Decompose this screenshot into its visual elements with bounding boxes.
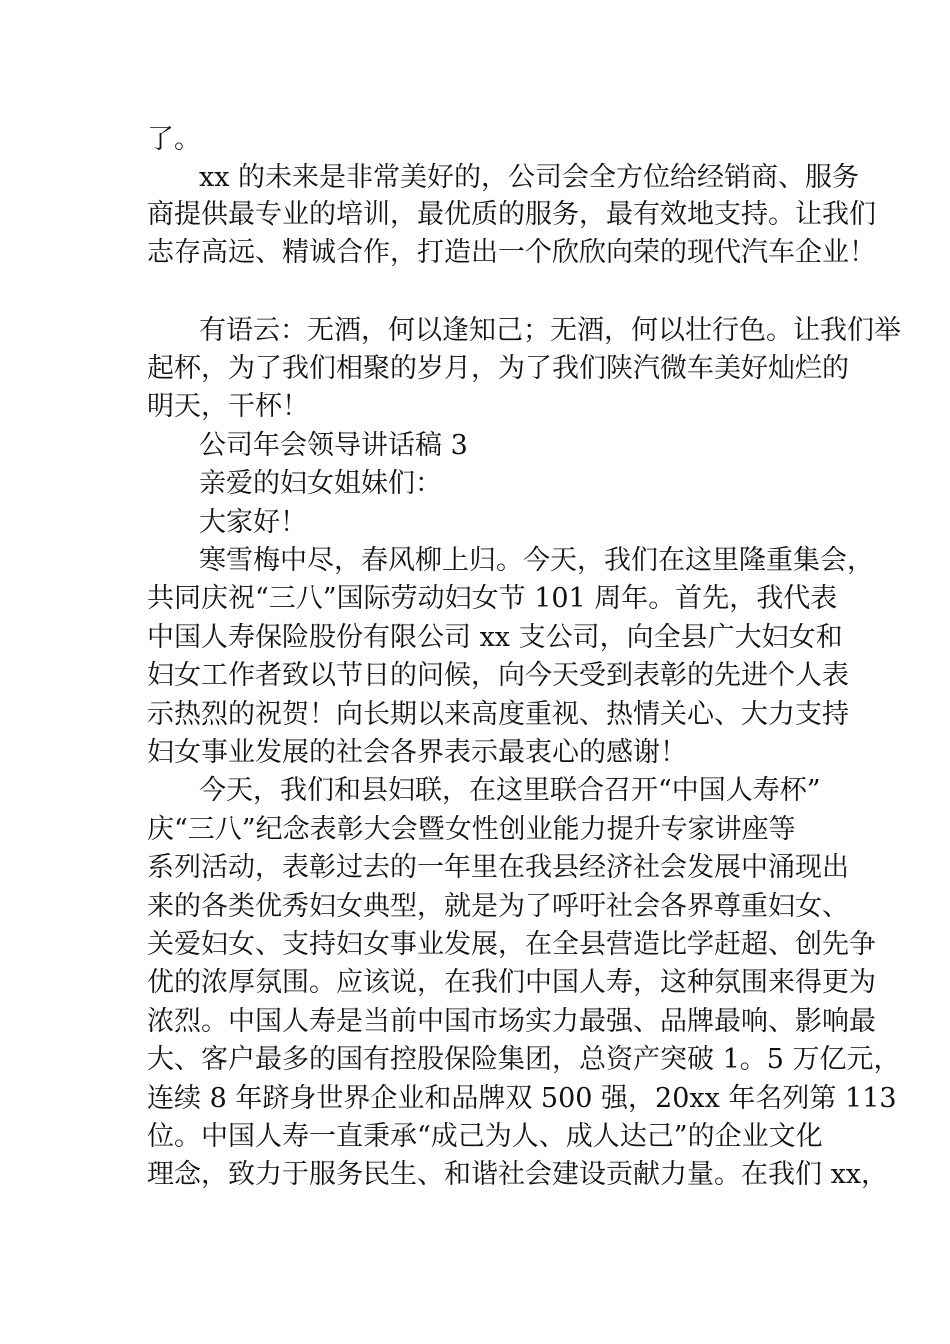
text-line: 志存高远、精诚合作，打造出一个欣欣向荣的现代汽车企业！ <box>147 237 876 268</box>
text-line: 示热烈的祝贺！向长期以来高度重视、热情关心、大力支持 <box>147 699 849 730</box>
text-line: 位。中国人寿一直秉承“成己为人、成人达己”的企业文化 <box>147 1121 823 1152</box>
text-line: 浓烈。中国人寿是当前中国市场实力最强、品牌最响、影响最 <box>147 1006 876 1037</box>
text-line: 有语云：无酒，何以逢知己；无酒，何以壮行色。让我们举 <box>199 315 901 346</box>
text-line: 寒雪梅中尽，春风柳上归。今天，我们在这里隆重集会， <box>199 545 874 576</box>
text-line: 了。 <box>147 124 201 155</box>
text-line: 明天，干杯！ <box>147 391 309 422</box>
text-line: 优的浓厚氛围。应该说，在我们中国人寿，这种氛围来得更为 <box>147 967 876 998</box>
text-line: 今天，我们和县妇联，在这里联合召开“中国人寿杯” <box>199 775 821 806</box>
text-line: 庆“三八”纪念表彰大会暨女性创业能力提升专家讲座等 <box>147 814 796 845</box>
text-line: 理念，致力于服务民生、和谐社会建设贡献力量。在我们 xx， <box>147 1159 889 1190</box>
text-line: 共同庆祝“三八”国际劳动妇女节 101 周年。首先，我代表 <box>147 583 838 614</box>
text-line: 连续 8 年跻身世界企业和品牌双 500 强，20xx 年名列第 113 <box>147 1083 897 1114</box>
salutation: 亲爱的妇女姐妹们： <box>199 468 442 499</box>
text-line: 大、客户最多的国有控股保险集团，总资产突破 1。5 万亿元， <box>147 1044 901 1075</box>
section-heading: 公司年会领导讲话稿 3 <box>199 430 468 461</box>
text-line: 关爱妇女、支持妇女事业发展，在全县营造比学赶超、创先争 <box>147 929 876 960</box>
text-line: 中国人寿保险股份有限公司 xx 支公司，向全县广大妇女和 <box>147 622 843 653</box>
text-line: 系列活动，表彰过去的一年里在我县经济社会发展中涌现出 <box>147 852 849 883</box>
text-line: 来的各类优秀妇女典型，就是为了呼吁社会各界尊重妇女、 <box>147 891 849 922</box>
text-line: 妇女工作者致以节日的问候，向今天受到表彰的先进个人表 <box>147 660 849 691</box>
text-line: 商提供最专业的培训，最优质的服务，最有效地支持。让我们 <box>147 199 876 230</box>
text-line: xx 的未来是非常美好的，公司会全方位给经销商、服务 <box>199 162 860 193</box>
text-line: 妇女事业发展的社会各界表示最衷心的感谢！ <box>147 737 687 768</box>
greeting: 大家好！ <box>199 507 307 538</box>
text-line: 起杯，为了我们相聚的岁月，为了我们陕汽微车美好灿烂的 <box>147 353 849 384</box>
